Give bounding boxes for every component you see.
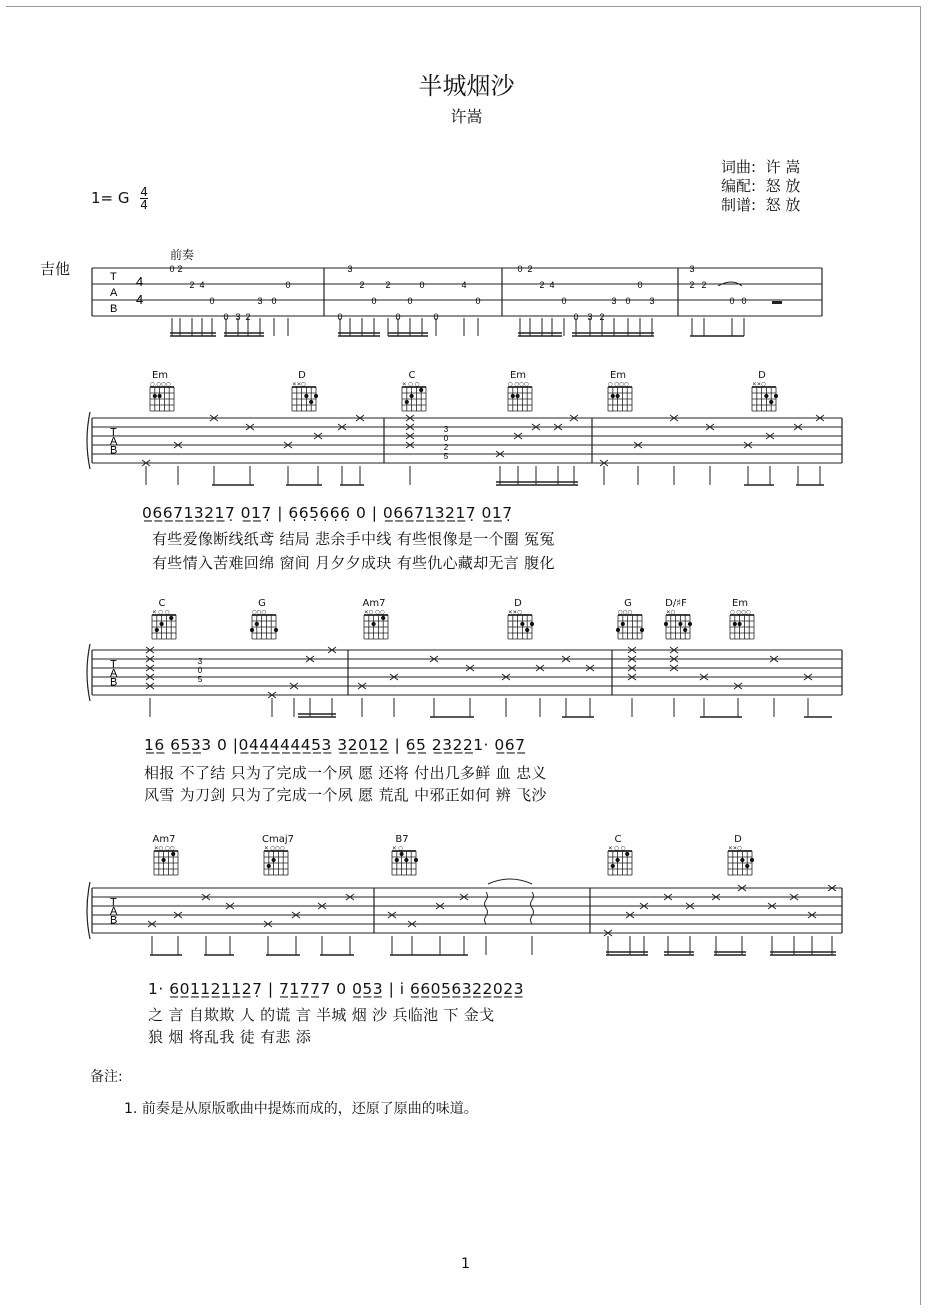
open-strings: ○○○: [618, 609, 633, 616]
tab-letter: T: [110, 426, 117, 439]
finger-dot: [419, 388, 423, 392]
credit-label: 词曲:: [721, 158, 757, 176]
fret-number: 3: [257, 296, 263, 306]
open-strings: ○ ○○○: [508, 381, 529, 388]
open-strings: × ○: [392, 845, 404, 852]
open-strings: ○○○: [252, 609, 267, 616]
chord-name: Am7: [362, 598, 386, 609]
time-sig-beats: 4: [140, 185, 148, 199]
chord-diagram: [616, 598, 640, 645]
open-strings: ×○: [666, 609, 676, 616]
artist-name: 许嵩: [450, 107, 483, 126]
finger-dot: [405, 400, 409, 404]
finger-dot: [611, 394, 615, 398]
finger-dot: [250, 628, 254, 632]
finger-dot: [404, 858, 408, 862]
fret-number: 2: [443, 443, 449, 452]
tab-letter: B: [110, 914, 118, 927]
finger-dot: [162, 858, 166, 862]
finger-dot: [616, 628, 620, 632]
credit-label: 编配:: [721, 177, 757, 195]
credit-value: 怒 放: [765, 177, 801, 195]
finger-dot: [616, 394, 620, 398]
finger-dot: [153, 394, 157, 398]
fret-number: 0: [637, 280, 643, 290]
finger-dot: [530, 622, 534, 626]
credit-lyrics-music: [721, 158, 800, 177]
chord-name: D: [298, 370, 306, 381]
fret-number: 5: [443, 452, 449, 461]
chord-name: D/♯F: [665, 598, 687, 609]
open-strings: ○ ○○○: [150, 381, 171, 388]
chord-diagram: [728, 598, 752, 645]
fret-number: 0: [407, 296, 413, 306]
fret-number: 5: [197, 675, 203, 684]
finger-dot: [267, 864, 271, 868]
tab-letter: A: [110, 435, 118, 448]
fret-number: 3: [347, 264, 353, 274]
chord-name: D: [734, 834, 742, 845]
time-signature: [140, 186, 148, 211]
instrument-label: 吉他: [40, 260, 71, 278]
fret-number: 2: [385, 280, 391, 290]
finger-dot: [769, 400, 773, 404]
chord-grid: [262, 845, 290, 881]
time-sig-digit: 4: [136, 274, 144, 289]
finger-dot: [640, 628, 644, 632]
chord-grid: [390, 845, 418, 881]
chord-grid: [606, 845, 634, 881]
chord-name: Em: [151, 370, 169, 381]
finger-dot: [745, 864, 749, 868]
system-bracket: [87, 412, 90, 469]
fret-number: 3: [443, 425, 449, 434]
open-strings: ××○: [752, 381, 767, 388]
chord-diagram: [250, 598, 274, 645]
chord-name: C: [158, 598, 166, 609]
chord-name: D: [758, 370, 766, 381]
finger-dot: [410, 394, 414, 398]
fret-number: 0: [573, 312, 579, 322]
fret-number: 0: [395, 312, 401, 322]
finger-dot: [255, 622, 259, 626]
finger-dot: [381, 616, 385, 620]
fret-number: 2: [177, 264, 183, 274]
finger-dot: [372, 622, 376, 626]
lyric-line-2a: 相报 不了结 只为了完成一个夙 愿 还将 付出几多鲜 血 忠义: [144, 764, 547, 782]
open-strings: ××○: [292, 381, 307, 388]
finger-dot: [525, 628, 529, 632]
chord-name: D: [514, 598, 522, 609]
fret-number: 4: [549, 280, 555, 290]
finger-dot: [395, 858, 399, 862]
notation-line-3: 1· 6̲0̲1̲1̲2̲1̲1̲2̲7̣ | 7̲1̲7̲7̲7 0 0̲5̲3̲ | i̇ 6̲6̲0̲5̲6̲3̲2̲2̲0̲2̲3̲: [148, 980, 524, 998]
fret-number: 0: [517, 264, 523, 274]
tab-letter: B: [110, 303, 118, 315]
remarks-label: 备注:: [90, 1069, 123, 1085]
tab-letter: A: [110, 905, 118, 918]
system-bracket: [87, 882, 90, 939]
chord-diagram: [606, 834, 630, 881]
chord-grid: [152, 845, 180, 881]
open-strings: × ○ ○: [608, 845, 626, 852]
finger-dot: [400, 852, 404, 856]
finger-dot: [414, 858, 418, 862]
finger-dot: [738, 622, 742, 626]
fret-number: 0: [433, 312, 439, 322]
fret-number: 0: [729, 296, 735, 306]
credit-label: 制谱:: [721, 196, 757, 214]
fret-number: 0: [561, 296, 567, 306]
tab-letter: B: [110, 676, 118, 689]
credit-arranger: [721, 177, 800, 196]
finger-dot: [155, 628, 159, 632]
verse-staff-3: [82, 878, 852, 963]
finger-dot: [309, 400, 313, 404]
tie-arc: [488, 879, 532, 884]
fret-number: 3: [197, 657, 203, 666]
tab-letter: T: [110, 658, 117, 671]
chord-diagram: [150, 598, 174, 645]
chord-name: Em: [731, 598, 749, 609]
credit-value: 怒 放: [765, 196, 801, 214]
fret-number: 0: [475, 296, 481, 306]
finger-dot: [664, 622, 668, 626]
finger-dot: [304, 394, 308, 398]
lyric-line-3a: 之 言 自欺欺 人 的谎 言 半城 烟 沙 兵临池 下 金戈: [148, 1006, 495, 1024]
key-text: 1= G: [91, 189, 130, 207]
fret-number: 2: [189, 280, 195, 290]
key-signature: [91, 186, 148, 211]
finger-dot: [516, 394, 520, 398]
chord-diagram: [506, 598, 530, 645]
open-strings: ×○ ○○: [364, 609, 385, 616]
finger-dot: [158, 394, 162, 398]
chord-name: C: [614, 834, 622, 845]
fret-number: 2: [359, 280, 365, 290]
finger-dot: [688, 622, 692, 626]
lyric-line-3b: 狼 烟 将乱我 徒 有悲 添: [148, 1028, 312, 1046]
finger-dot: [683, 628, 687, 632]
fret-number: 3: [689, 264, 695, 274]
fret-number: 3: [611, 296, 617, 306]
notation-line-2: 1̲6̲ 6̲5̲3̲3 0 |0̲4̲4̲4̲4̲4̲4̲5̲3̲ 3̲2̲0̲1̲2̲ | 6̲5̲ 2̲3̲2̲2̲1· 0̲6̲7̲: [144, 736, 526, 754]
fret-number: 0: [271, 296, 277, 306]
finger-dot: [678, 622, 682, 626]
chord-diagram: [726, 834, 750, 881]
intro-label: 前奏: [170, 248, 195, 262]
finger-dot: [774, 394, 778, 398]
fret-number: 0: [337, 312, 343, 322]
time-sig-digit: 4: [136, 292, 144, 307]
system-bracket: [87, 644, 90, 701]
open-strings: × ○○○: [264, 845, 285, 852]
chord-diagram: [664, 598, 688, 645]
finger-dot: [169, 616, 173, 620]
open-strings: ××○: [508, 609, 523, 616]
fret-number: 0: [285, 280, 291, 290]
fret-number: 0: [209, 296, 215, 306]
fret-number: 2: [599, 312, 605, 322]
chord-name: Em: [609, 370, 627, 381]
tab-letter: T: [110, 271, 117, 283]
rest-mark: [772, 301, 782, 304]
chord-diagram: [390, 834, 414, 881]
credit-transcriber: [721, 196, 800, 215]
remark-item: 1. 前奏是从原版歌曲中提炼而成的，还原了原曲的味道。: [124, 1101, 478, 1117]
chord-name: Cmaj7: [262, 834, 294, 845]
chord-name: B7: [395, 834, 409, 845]
finger-dot: [750, 858, 754, 862]
open-strings: ××○: [728, 845, 743, 852]
time-sig-unit: 4: [140, 198, 148, 212]
fret-number: 0: [169, 264, 175, 274]
tab-letter: A: [110, 287, 118, 299]
tab-letter: A: [110, 667, 118, 680]
chord-name: G: [624, 598, 632, 609]
fret-number: 2: [701, 280, 707, 290]
finger-dot: [740, 858, 744, 862]
fret-number: 3: [649, 296, 655, 306]
fret-number: 4: [199, 280, 205, 290]
finger-dot: [272, 858, 276, 862]
open-strings: × ○ ○: [402, 381, 420, 388]
open-strings: × ○ ○: [152, 609, 170, 616]
fret-number: 0: [443, 434, 449, 443]
verse-staff-2: [82, 640, 852, 725]
fret-number: 3: [235, 312, 241, 322]
notation-line-1: 0̲6̲6̲7̲1̲3̲2̲1̲7̣ 0̲1̲7̣ | 6̣6̣5̣6̣6̣6̣ 0 | 0̲6̲6̲7̲1̲3̲2̲1̲7̣ 0̲1̲7̣: [142, 504, 513, 522]
finger-dot: [274, 628, 278, 632]
fret-number: 2: [689, 280, 695, 290]
chord-name: G: [258, 598, 266, 609]
fret-number: 0: [223, 312, 229, 322]
fret-number: 4: [461, 280, 467, 290]
chord-grid: [726, 845, 754, 881]
verse-staff-1: [82, 408, 852, 493]
fret-number: 2: [527, 264, 533, 274]
chord-name: Am7: [152, 834, 176, 845]
lyric-line-1a: 有些爱像断线纸鸢 结局 悲余手中线 有些恨像是一个圈 冤冤: [152, 530, 555, 548]
song-title: 半城烟沙: [418, 72, 515, 100]
finger-dot: [520, 622, 524, 626]
lyric-line-2b: 风雪 为刀剑 只为了完成一个夙 愿 荒乱 中邪正如何 辨 飞沙: [144, 786, 547, 804]
intro-staff: [82, 258, 832, 346]
credits-block: [721, 158, 800, 215]
finger-dot: [160, 622, 164, 626]
fret-number: 2: [245, 312, 251, 322]
chord-diagram: [262, 834, 294, 881]
credit-value: 许 嵩: [765, 158, 801, 176]
finger-dot: [621, 622, 625, 626]
open-strings: ×○ ○○: [154, 845, 175, 852]
fret-number: 0: [741, 296, 747, 306]
finger-dot: [511, 394, 515, 398]
lyric-line-1b: 有些情入苦难回绵 窗间 月夕夕成玦 有些仇心藏却无言 腹化: [152, 554, 555, 572]
finger-dot: [171, 852, 175, 856]
fret-number: 0: [197, 666, 203, 675]
fret-number: 3: [587, 312, 593, 322]
fret-number: 0: [419, 280, 425, 290]
fret-number: 0: [371, 296, 377, 306]
tab-letter: B: [110, 444, 118, 457]
tab-letter: T: [110, 896, 117, 909]
finger-dot: [625, 852, 629, 856]
finger-dot: [616, 858, 620, 862]
finger-dot: [733, 622, 737, 626]
chord-name: Em: [509, 370, 527, 381]
open-strings: ○ ○○○: [730, 609, 751, 616]
fret-number: 0: [625, 296, 631, 306]
finger-dot: [611, 864, 615, 868]
finger-dot: [764, 394, 768, 398]
chord-name: C: [408, 370, 416, 381]
chord-diagram: [152, 834, 176, 881]
fret-number: 2: [539, 280, 545, 290]
finger-dot: [314, 394, 318, 398]
page-number: 1: [461, 1256, 470, 1272]
chord-diagram: [362, 598, 386, 645]
open-strings: ○ ○○○: [608, 381, 629, 388]
